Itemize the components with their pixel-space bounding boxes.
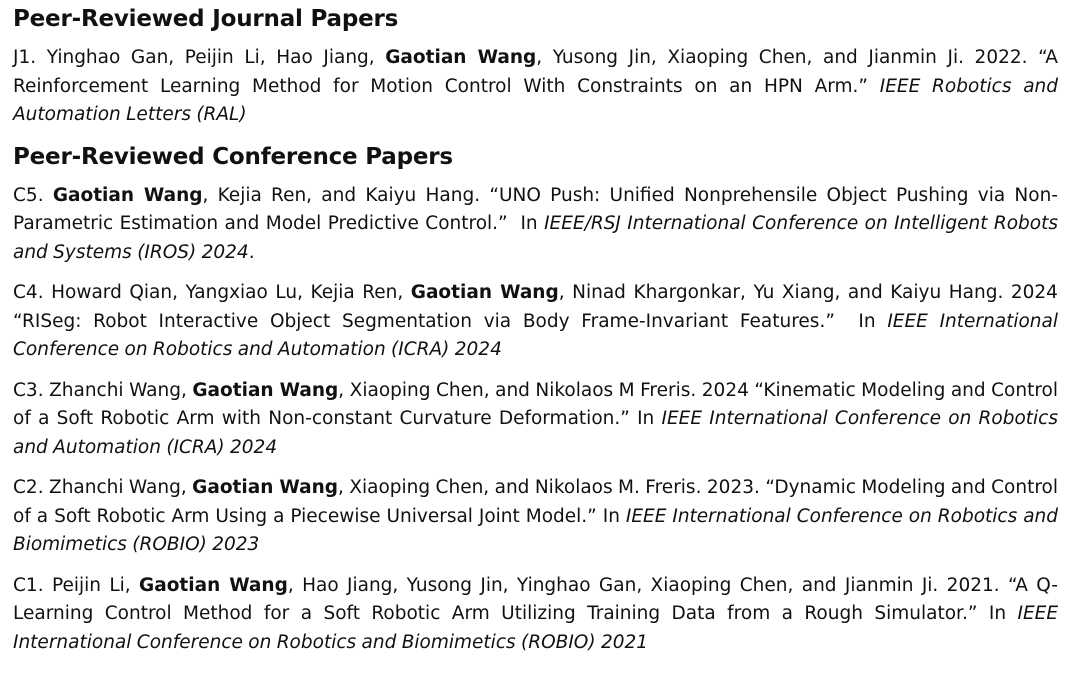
paper-title: “Dynamic Modeling and Control of a Soft Robotic Arm Using a Piecewise Universal Joint Model.” [13, 477, 1059, 527]
venue: IEEE International Conference on Robotics and Automation (ICRA) 2024 [13, 310, 1058, 360]
highlight-author: Gaotian Wang [410, 282, 559, 303]
paper-title: “Kinematic Modeling and Control of a Soft Robotic Arm with Non-constant Curvature Deformation.” [13, 379, 1058, 429]
highlight-author: Gaotian Wang [139, 574, 288, 596]
entry-id: C4. [13, 282, 44, 303]
authors-before: Howard Qian, Yangxiao Lu, Kejia Ren, [51, 282, 404, 303]
authors-before: Zhanchi Wang, [49, 379, 187, 401]
authors-after: , Kejia Ren, and Kaiyu Hang. [202, 184, 481, 206]
journal-entry-j1 [13, 44, 1058, 130]
venue: IEEE International Conference on Robotics and Biomimetics (ROBIO) 2023 [13, 505, 1059, 555]
entry-id: C1. [13, 574, 44, 596]
entry-id: C3. [13, 379, 44, 401]
venue-prefix: In [520, 213, 538, 234]
conference-entry-c1 [13, 572, 1058, 658]
paper-title: “RISeg: Robot Interactive Object Segmentation via Body Frame-Invariant Features.” [13, 310, 835, 332]
entry-year: 2024 [701, 379, 749, 401]
entry-id: J1. [13, 47, 37, 68]
authors-after: , Hao Jiang, Yusong Jin, Yinghao Gan, Xiaoping Chen, and Jianmin Ji. [287, 574, 939, 596]
paper-title: “A Q-Learning Control Method for a Soft Robotic Arm Utilizing Training Data from a Rough Simulator.” [13, 574, 1058, 624]
venue: IEEE International Conference on Robotics and Biomimetics (ROBIO) 2021 [13, 603, 1059, 653]
entry-id: C2. [13, 477, 44, 498]
conference-entry-c3 [13, 377, 1058, 463]
venue: IEEE International Conference on Robotics and Automation (ICRA) 2024 [13, 408, 1058, 458]
paper-title: “A Reinforcement Learning Method for Motion Control With Constraints on an HPN Arm.” [13, 47, 1058, 97]
venue-suffix: . [248, 241, 255, 263]
venue: IEEE Robotics and Automation Letters (RAL) [13, 75, 1058, 125]
conference-entry-c2 [13, 474, 1058, 560]
authors-before: Peijin Li, [51, 574, 131, 596]
conference-papers-heading: Peer-Reviewed Conference Papers [13, 143, 453, 170]
paper-title: “UNO Push: Unified Nonprehensile Object Pushing via Non-Parametric Estimation and Model Predictive Control.” [13, 184, 1058, 234]
venue-prefix: In [988, 603, 1007, 624]
journal-papers-heading: Peer-Reviewed Journal Papers [13, 6, 399, 32]
authors-after: , Ninad Khargonkar, Yu Xiang, and Kaiyu Hang. [558, 282, 1004, 303]
highlight-author: Gaotian Wang [52, 184, 203, 206]
authors-before: Zhanchi Wang, [49, 477, 187, 498]
conference-entry-c4 [13, 279, 1058, 365]
venue-prefix: In [637, 408, 655, 429]
highlight-author: Gaotian Wang [192, 477, 339, 498]
highlight-author: Gaotian Wang [385, 47, 537, 68]
conference-entry-c5 [13, 182, 1058, 268]
entry-year: 2023. [706, 477, 760, 498]
highlight-author: Gaotian Wang [192, 379, 339, 401]
authors-after: , Yusong Jin, Xiaoping Chen, and Jianmin Ji. [536, 47, 964, 68]
authors-before: Yinghao Gan, Peijin Li, Hao Jiang, [46, 47, 375, 68]
entry-year: 2022. [974, 47, 1028, 68]
entry-id: C5. [13, 184, 44, 206]
entry-year: 2021. [946, 574, 1000, 596]
authors-after: , Xiaoping Chen, and Nikolaos M. Freris. [338, 477, 702, 498]
venue-prefix: In [858, 310, 876, 332]
venue: IEEE/RSJ International Conference on Intelligent Robots and Systems (IROS) 2024 [13, 213, 1058, 263]
entry-year: 2024 [1010, 282, 1058, 303]
venue-prefix: In [602, 505, 620, 527]
authors-after: , Xiaoping Chen, and Nikolaos M Freris. [338, 379, 697, 401]
